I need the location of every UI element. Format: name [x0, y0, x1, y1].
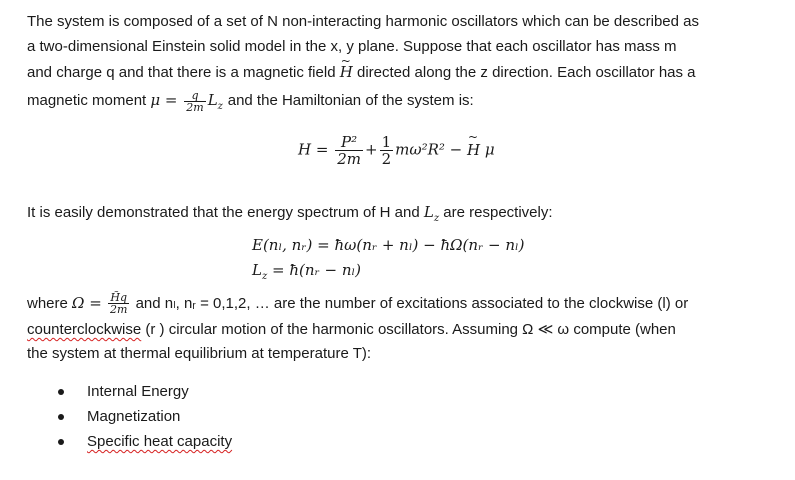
paragraph-1-line-3-text-b: directed along the z direction. Each oscillator has a	[356, 64, 696, 81]
and-text: and	[135, 295, 161, 312]
counterclockwise-word: counterclockwise	[27, 321, 142, 338]
potential-term: mω²R² −	[395, 140, 467, 159]
momentum-numerator: P²	[335, 134, 363, 151]
Lz-equation	[252, 261, 361, 282]
paragraph-1-line-3-text-a: and charge q and that there is a magnetic field	[27, 64, 336, 81]
paragraph-3-line-2	[27, 320, 676, 340]
bullet-icon	[58, 389, 64, 395]
list-item	[58, 407, 232, 432]
Lz-equation-L: L	[252, 261, 262, 279]
paragraph-1-line-1: The system is composed of a set of N non-interacting harmonic oscillators which can be described as	[27, 13, 699, 30]
list-item-label: Internal Energy	[87, 383, 189, 400]
magnetic-moment-equation	[150, 89, 227, 114]
magnetic-field-symbol: ~ H	[340, 62, 353, 82]
Lz-equation-sub: z	[261, 271, 268, 282]
hamiltonian-lhs: H =	[298, 140, 329, 159]
bullet-icon	[58, 439, 64, 445]
where-text: where	[27, 295, 68, 312]
hamiltonian-equation: H = $\frac{\text{P²}}{2m}$ + $\frac{1}{2}$ mω²R² − ~ H μ	[298, 134, 495, 167]
momentum-fraction	[335, 134, 363, 167]
bullet-icon	[58, 414, 64, 420]
list-item	[58, 382, 232, 407]
list-item-label: Magnetization	[87, 408, 181, 425]
paragraph-3-line-2-text: (r ) circular motion of the harmonic oscillators. Assuming Ω ≪ ω compute (when	[145, 321, 676, 338]
paragraph-3-line-1	[27, 292, 688, 315]
paragraph-3-line-3: the system at thermal equilibrium at temperature T):	[27, 345, 372, 362]
half-denominator: 2	[381, 150, 392, 168]
mu-L-sub: z	[217, 101, 223, 112]
mu-symbol: μ =	[150, 91, 178, 109]
omega-denominator: 2m	[109, 303, 128, 316]
omega-numerator: H̃q	[108, 292, 129, 304]
task-list	[58, 382, 232, 457]
mu-fraction-denominator: 2m	[186, 101, 204, 114]
paragraph-2	[27, 202, 553, 229]
paragraph-2-text-a: It is easily demonstrated that the energy spectrum of H and	[27, 204, 420, 221]
paragraph-2-text-b: are respectively:	[443, 204, 553, 221]
omega-equals: Ω =	[72, 294, 102, 312]
mu-fraction	[184, 90, 205, 113]
n-values-text: nₗ, nᵣ = 0,1,2, … are the number of excitations associated to the clockwise (l) or	[164, 295, 689, 312]
list-item	[58, 432, 232, 457]
half-numerator: 1	[381, 133, 392, 151]
omega-fraction	[108, 292, 129, 315]
energy-spectrum-equation: E(nₗ, nᵣ) = ħω(nᵣ + nₗ) − ħΩ(nᵣ − nₗ)	[252, 236, 525, 254]
half-fraction	[380, 134, 394, 167]
mu-term: μ	[484, 140, 495, 159]
paragraph-1-line-4-text-a: magnetic moment	[27, 92, 147, 109]
mu-fraction-numerator: q	[184, 90, 205, 102]
paragraph-1-line-4	[27, 90, 474, 117]
mu-L: L	[207, 91, 218, 109]
paragraph-1-line-3	[27, 62, 696, 83]
list-item-label: Specific heat capacity	[87, 433, 233, 450]
momentum-denominator: 2m	[337, 150, 361, 168]
Lz-equation-rhs: = ħ(nᵣ − nₗ)	[267, 261, 361, 279]
Lz-symbol: $L_z$	[423, 203, 440, 224]
paragraph-1-line-2: a two-dimensional Einstein solid model in the x, y plane. Suppose that each oscillator has mass m	[27, 38, 677, 55]
field-symbol: ~ H	[467, 141, 480, 159]
paragraph-1-line-4-text-b: and the Hamiltonian of the system is:	[227, 92, 474, 109]
